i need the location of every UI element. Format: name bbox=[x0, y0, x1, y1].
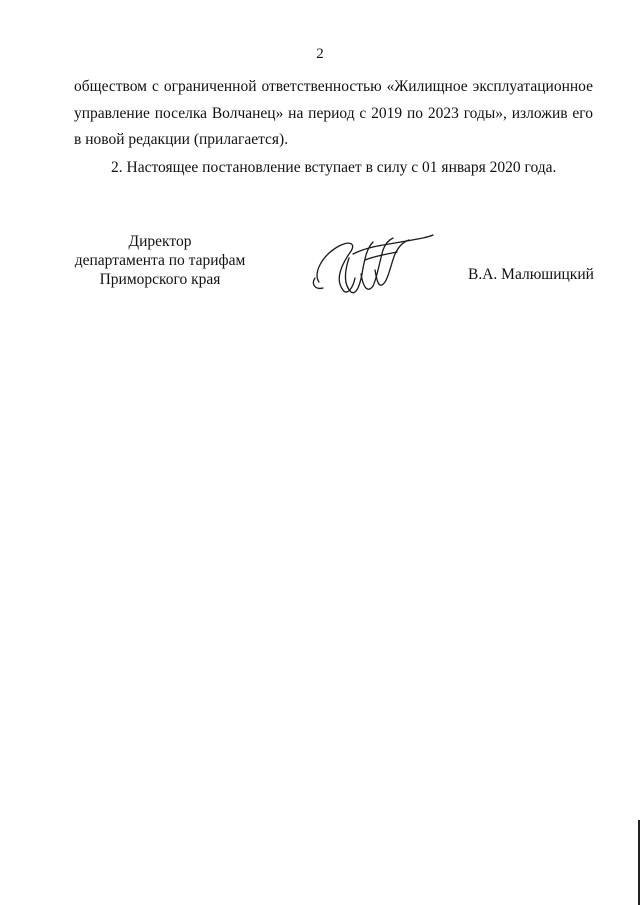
page-number: 2 bbox=[316, 46, 324, 62]
handwritten-signature bbox=[305, 230, 435, 302]
paragraph-effective-date: 2. Настоящее постановление вступает в силу с 01 января 2020 года. bbox=[111, 158, 557, 176]
signer-name: В.А. Малюшицкий bbox=[468, 266, 594, 283]
position-line: департамента по тарифам bbox=[74, 252, 246, 269]
document-body bbox=[74, 74, 593, 181]
position-line: Приморского края bbox=[99, 271, 221, 288]
signer-position bbox=[62, 232, 258, 289]
paragraph-continuation: обществом с ограниченной ответственностью «Жилищное эксплуатационное управление поселка Волчанец» на период с 2019 по 2023 годы», изложив его в новой редакции (прилагается). bbox=[74, 78, 593, 148]
signature-block bbox=[0, 230, 640, 310]
position-line: Директор bbox=[128, 233, 192, 250]
